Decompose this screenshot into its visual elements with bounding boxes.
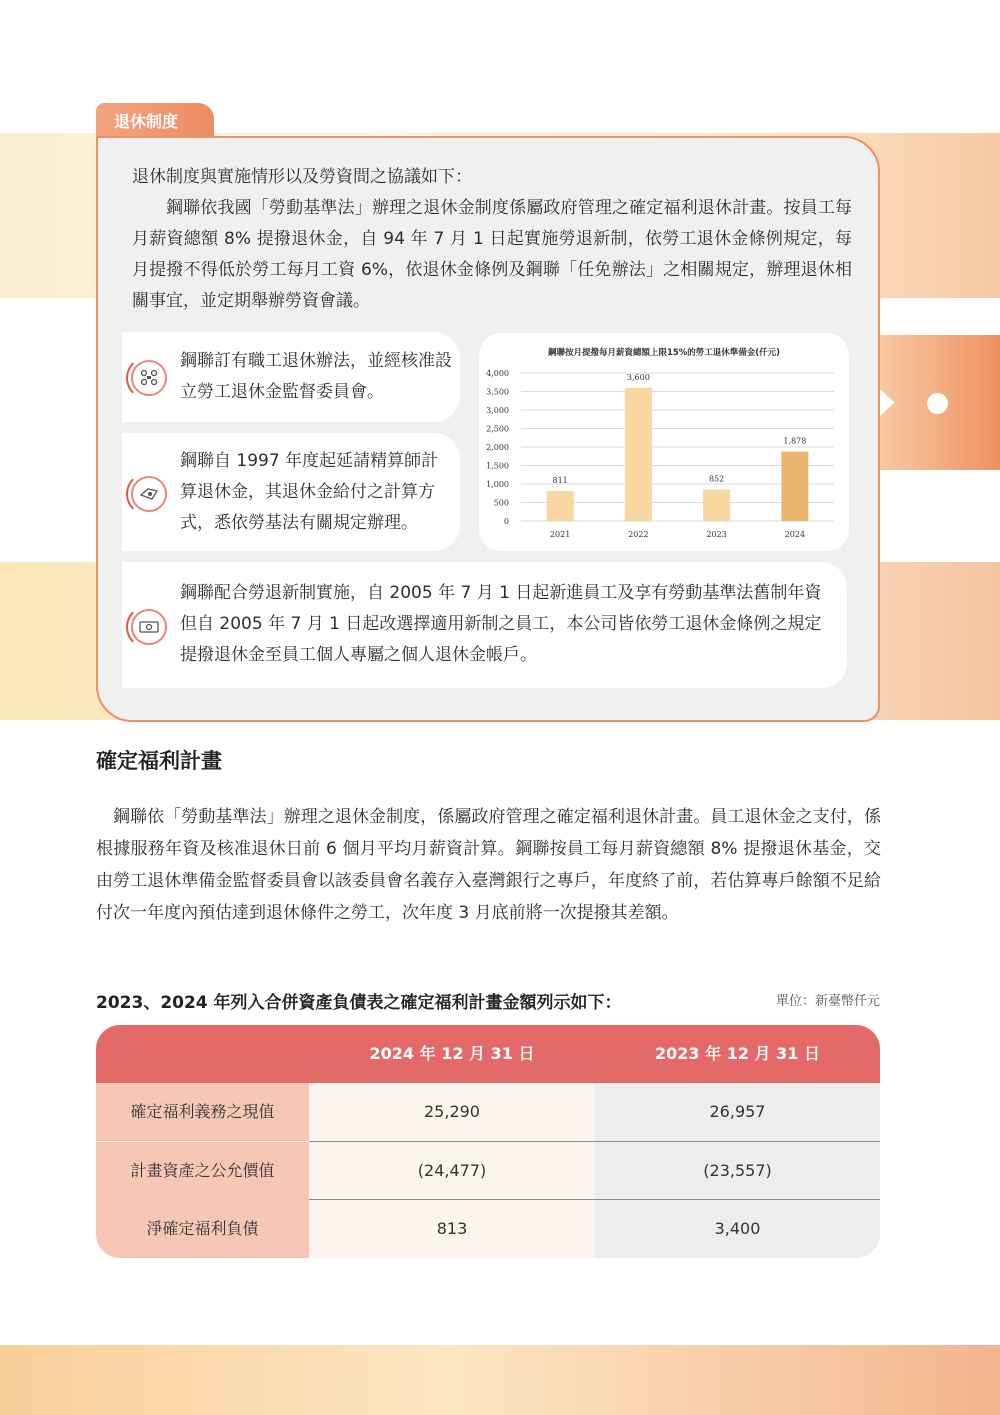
cell-2024: (24,477) [309, 1142, 595, 1200]
section-body [96, 801, 881, 929]
y-tick-label: 1,000 [486, 480, 509, 489]
bar-2021 [547, 491, 574, 521]
bar-value-label: 811 [552, 475, 568, 485]
column-header-2024: 2024 年 12 月 31 日 [369, 1044, 535, 1063]
table-title: 2023、2024 年列入合併資產負債表之確定福利計畫金額列示如下： [96, 993, 622, 1013]
x-tick-label: 2024 [784, 530, 806, 539]
table-header [96, 1025, 880, 1083]
intro-paragraph: 鋼聯依我國「勞動基準法」辦理之退休金制度係屬政府管理之確定福利退休計畫。按員工每月薪資總額 8% 提撥退休金，自 94 年 7 月 1 日起實施勞退新制，依勞工退休金條例規定，每月提撥不得低於勞工每月工資 6%，依退休金條例及鋼聯「任免辦法」之相關規定，辦理退休相關事宜，並定期舉辦勞資會議。 [132, 198, 852, 311]
row-label: 確定福利義務之現值 [96, 1083, 309, 1141]
x-tick-label: 2023 [706, 530, 727, 539]
bar-value-label: 852 [708, 474, 725, 484]
cell-2023: (23,557) [595, 1142, 880, 1200]
cell-2023: 26,957 [595, 1083, 880, 1141]
table-unit: 單位：新臺幣仟元 [775, 994, 880, 1009]
section-tab-label: 退休制度 [96, 103, 214, 137]
card-text-committee: 鋼聯訂有職工退休辦法，並經核准設立勞工退休金監督委員會。 [180, 351, 452, 402]
decor-band-bottom [0, 1345, 1000, 1415]
bar-2022 [625, 388, 652, 521]
y-tick-label: 500 [493, 498, 509, 508]
intro-line: 退休制度與實施情形以及勞資間之協議如下： [132, 167, 472, 187]
table-row [96, 1142, 880, 1200]
money-icon [131, 609, 167, 645]
section-body-text: 鋼聯依「勞動基準法」辦理之退休金制度，係屬政府管理之確定福利退休計畫。員工退休金之支付，係根據服務年資及核准退休日前 6 個月平均月薪資計算。鋼聯按員工每月薪資總額 8% 提撥退休基金，交由勞工退休準備金監督委員會以該委員會名義存入臺灣銀行之專戶，年度終了前，若估算專戶餘額不足給付次一年度內預估達到退休條件之勞工，次年度 3 月底前將一次提撥其差額。 [96, 807, 881, 923]
bar-2023 [703, 489, 730, 521]
bar-value-label: 3,600 [626, 372, 650, 382]
x-tick-label: 2021 [549, 530, 571, 539]
committee-icon [131, 360, 167, 396]
row-label: 計畫資產之公允價值 [96, 1142, 309, 1200]
section-heading: 確定福利計畫 [96, 749, 222, 773]
y-tick-label: 1,500 [486, 461, 509, 471]
card-text-actuary: 鋼聯自 1997 年度起延請精算師計算退休金，其退休金給付之計算方式，悉依勞基法有關規定辦理。 [180, 451, 439, 533]
y-tick-label: 3,000 [486, 406, 509, 415]
row-label: 淨確定福利負債 [96, 1200, 309, 1258]
bar-value-label: 1,878 [783, 436, 807, 446]
cell-2024: 813 [309, 1200, 595, 1258]
chart-card [479, 333, 849, 551]
x-tick-label: 2022 [628, 530, 649, 539]
cell-2023: 3,400 [595, 1200, 880, 1258]
intro-text [132, 162, 852, 317]
cell-2024: 25,290 [309, 1083, 595, 1141]
chart-title: 鋼聯按月提撥每月薪資總額上限15%的勞工退休準備金(仟元) [547, 348, 781, 358]
pension-reserve-bar-chart [479, 333, 849, 551]
bar-2024 [781, 452, 808, 521]
defined-benefit-table [96, 1025, 880, 1258]
y-tick-label: 3,500 [486, 387, 509, 397]
column-header-2023: 2023 年 12 月 31 日 [655, 1044, 820, 1063]
decor-tag-hole [927, 393, 948, 414]
y-tick-label: 0 [503, 517, 509, 526]
y-tick-label: 2,500 [486, 424, 509, 434]
y-tick-label: 2,000 [486, 443, 509, 452]
table-row [96, 1083, 880, 1141]
card-text-new-system: 鋼聯配合勞退新制實施，自 2005 年 7 月 1 日起新進員工及享有勞動基準法舊制年資但自 2005 年 7 月 1 日起改選擇適用新制之員工，本公司皆依勞工退休金條例之規定提撥退休金至員工個人專屬之個人退休金帳戶。 [180, 583, 822, 665]
y-tick-label: 4,000 [486, 369, 509, 378]
table-row [96, 1200, 880, 1258]
calculation-icon [131, 476, 167, 512]
